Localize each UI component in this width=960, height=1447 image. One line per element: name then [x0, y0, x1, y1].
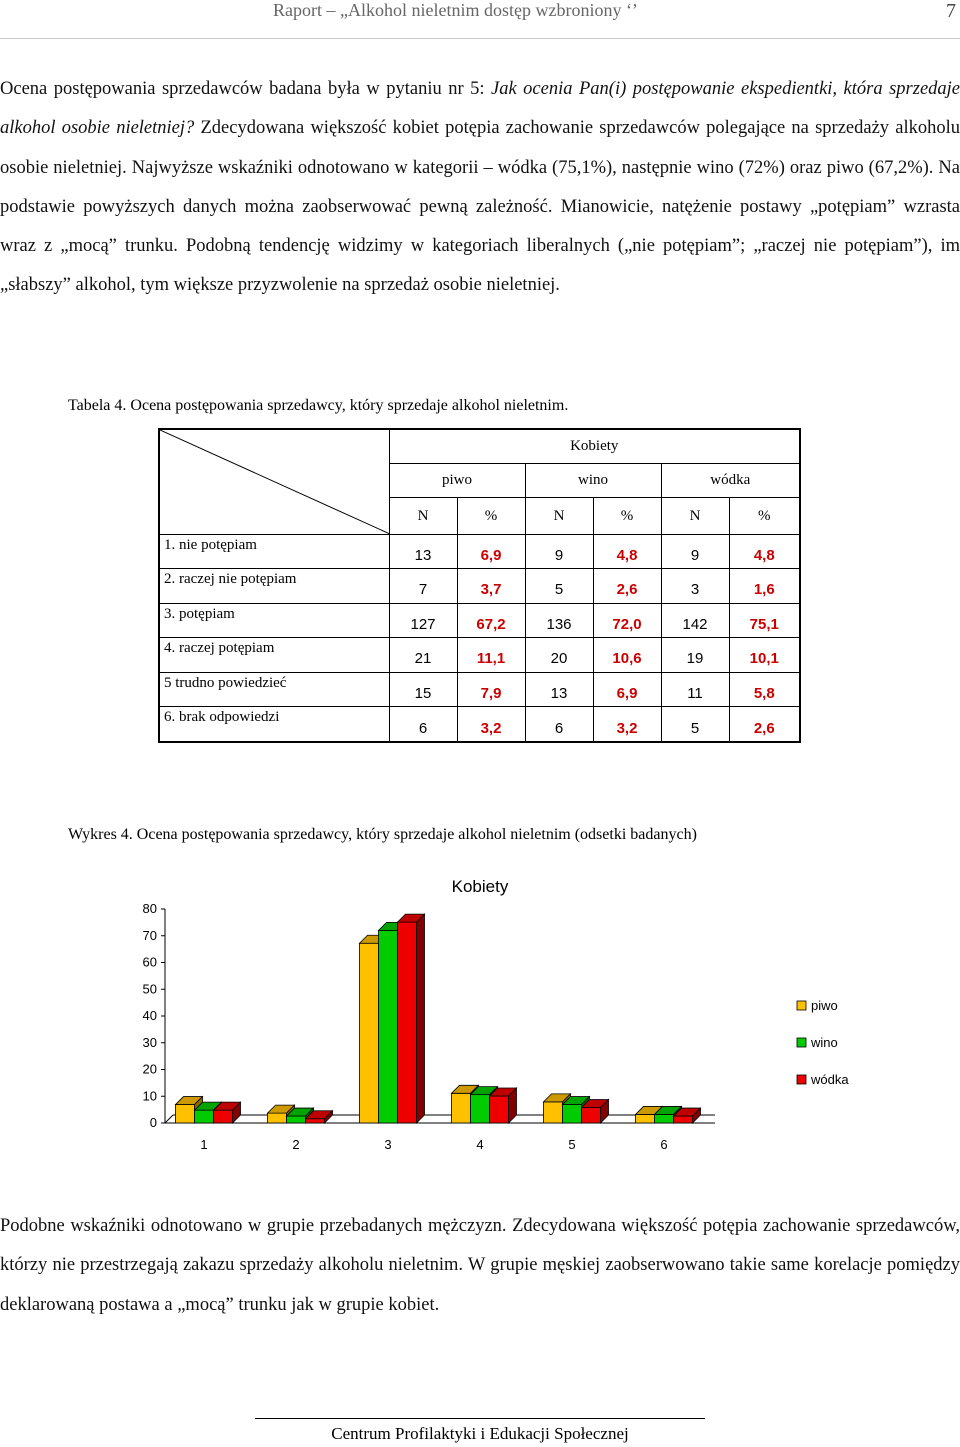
cell-wodka-pct: 1,6 [729, 569, 800, 603]
cell-wino-pct: 6,9 [593, 672, 661, 706]
y-tick-label: 60 [142, 954, 157, 970]
category-header-wino: wino [525, 463, 661, 497]
paragraph-1-question: Jak ocenia Pan(i) postępowanie ekspedientki, która sprzedaje alkohol osobie nieletniej? [0, 79, 960, 139]
header-title: Raport – „Alkohol nieletnim dostęp wzbroniony ‘’ [273, 0, 638, 20]
floor-edge [165, 1115, 173, 1123]
row-label: 3. potępiam [159, 603, 389, 637]
bar-front [636, 1114, 655, 1123]
bar-front [582, 1107, 601, 1123]
legend-label-wino: wino [811, 1035, 838, 1050]
cell-wodka-n: 142 [661, 603, 729, 637]
row-label: 5 trudno powiedzieć [159, 672, 389, 706]
cell-wodka-pct: 75,1 [729, 603, 800, 637]
cell-piwo-pct: 6,9 [457, 534, 525, 568]
category-header-wodka: wódka [661, 463, 800, 497]
table-row [159, 603, 800, 637]
table-row [159, 638, 800, 672]
cell-wino-n: 13 [525, 672, 593, 706]
bar-front [360, 943, 379, 1123]
chart-title: Kobiety [451, 877, 509, 896]
bar-side [417, 914, 425, 1123]
row-label: 2. raczej nie potępiam [159, 569, 389, 603]
bar-front [176, 1105, 195, 1123]
y-tick-label: 0 [149, 1115, 157, 1130]
y-tick-label: 70 [142, 927, 157, 943]
cell-wodka-n: 3 [661, 569, 729, 603]
y-tick-label: 30 [142, 1034, 157, 1050]
sub-header-n: N [661, 498, 729, 534]
cell-wino-pct: 2,6 [593, 569, 661, 603]
legend-swatch-piwo [797, 1001, 806, 1010]
bar-front [214, 1110, 233, 1123]
cell-piwo-n: 15 [389, 672, 457, 706]
bar-front [490, 1096, 509, 1123]
footer-divider [255, 1418, 705, 1419]
bar-front [563, 1105, 582, 1123]
y-tick-label: 40 [142, 1008, 157, 1023]
table-corner-cell [159, 429, 389, 534]
x-tick-label: 3 [384, 1137, 392, 1152]
cell-wino-pct: 10,6 [593, 638, 661, 672]
cell-wino-pct: 4,8 [593, 534, 661, 568]
paragraph-1-text-b: Zdecydowana większość kobiet potępia zachowanie sprzedawców polegające na sprzedaży alkoholu osobie nieletniej. Najwyższe wskaźniki odnotowano w kategorii – wódka (75,1%), następnie wino (72%) oraz piwo (67,2%). Na podstawie powyższych danych można zaobserwować pewną zależność. Mianowicie, natężenie postawy „potępiam” wzrasta wraz z „mocą” trunku. Podobną tendencję widzimy w kategoriach liberalnych („nie potępiam”; „raczej nie potępiam”), im „słabszy” alkohol, tym większe przyzwolenie na sprzedaż osobie nieletniej. [0, 118, 960, 296]
bar-front [287, 1116, 306, 1123]
cell-piwo-pct: 3,7 [457, 569, 525, 603]
x-tick-label: 4 [476, 1137, 484, 1152]
cell-wodka-pct: 2,6 [729, 707, 800, 742]
x-tick-label: 2 [292, 1137, 300, 1152]
y-tick-label: 20 [142, 1061, 157, 1077]
bar-wódka-3 [398, 914, 425, 1123]
cell-piwo-pct: 3,2 [457, 707, 525, 742]
chart-legend [797, 998, 849, 1087]
group-header: Kobiety [389, 429, 800, 463]
cell-wodka-n: 9 [661, 534, 729, 568]
cell-wodka-pct: 10,1 [729, 638, 800, 672]
bar-wódka-4 [490, 1088, 517, 1123]
paragraph-2: Podobne wskaźniki odnotowano w grupie przebadanych mężczyzn. Zdecydowana większość potępia zachowanie sprzedawców, którzy nie przestrzegają zakazu sprzedaży alkoholu nieletnim. W grupie męskiej zaobserwowano takie same korelacje pomiędzy deklarowaną postawa a „mocą” trunku jak w grupie kobiet. [0, 1216, 960, 1315]
cell-wino-pct: 3,2 [593, 707, 661, 742]
y-tick-label: 50 [142, 981, 157, 997]
legend-label-piwo: piwo [811, 998, 838, 1013]
bar-front [398, 922, 417, 1123]
sub-header-pct: % [593, 498, 661, 534]
cell-wino-n: 9 [525, 534, 593, 568]
corner-diagonal [160, 430, 390, 534]
bar-chart [0, 865, 960, 1165]
cell-wodka-pct: 4,8 [729, 534, 800, 568]
y-tick-label: 10 [142, 1088, 157, 1104]
bar-front [452, 1093, 471, 1123]
bar-front [655, 1114, 674, 1123]
x-tick-label: 5 [568, 1137, 576, 1152]
cell-wodka-n: 19 [661, 638, 729, 672]
bar-front [195, 1110, 214, 1123]
bar-front [674, 1116, 693, 1123]
cell-wino-n: 20 [525, 638, 593, 672]
chart-caption: Wykres 4. Ocena postępowania sprzedawcy, który sprzedaje alkohol nieletnim (odsetki badanych) [68, 826, 697, 843]
bar-front [268, 1113, 287, 1123]
table-row [159, 534, 800, 568]
cell-wino-n: 6 [525, 707, 593, 742]
cell-piwo-pct: 7,9 [457, 672, 525, 706]
cell-piwo-n: 13 [389, 534, 457, 568]
cell-wino-n: 136 [525, 603, 593, 637]
cell-wodka-n: 11 [661, 672, 729, 706]
table-row [159, 672, 800, 706]
footer-text: Centrum Profilaktyki i Edukacji Społecznej [331, 1424, 629, 1443]
cell-piwo-n: 127 [389, 603, 457, 637]
bar-front [544, 1102, 563, 1123]
table-row [159, 569, 800, 603]
bar-front [379, 930, 398, 1123]
sub-header-n: N [389, 498, 457, 534]
cell-piwo-pct: 67,2 [457, 603, 525, 637]
legend-swatch-wino [797, 1038, 806, 1047]
legend-label-wódka: wódka [811, 1072, 849, 1087]
category-header-piwo: piwo [389, 463, 525, 497]
cell-piwo-pct: 11,1 [457, 638, 525, 672]
cell-piwo-n: 21 [389, 638, 457, 672]
sub-header-n: N [525, 498, 593, 534]
paragraph-1 [0, 70, 960, 306]
x-tick-label: 6 [660, 1137, 668, 1152]
table-row [159, 707, 800, 742]
cell-wodka-n: 5 [661, 707, 729, 742]
bar-front [306, 1119, 325, 1123]
row-label: 1. nie potępiam [159, 534, 389, 568]
legend-swatch-wódka [797, 1075, 806, 1084]
row-label: 6. brak odpowiedzi [159, 707, 389, 742]
page-header [0, 0, 960, 39]
x-tick-label: 1 [200, 1137, 208, 1152]
table-caption: Tabela 4. Ocena postępowania sprzedawcy, który sprzedaje alkohol nieletnim. [68, 397, 569, 414]
bar-wódka-5 [582, 1099, 609, 1123]
row-label: 4. raczej potępiam [159, 638, 389, 672]
paragraph-1-text-a: Ocena postępowania sprzedawców badana była w pytaniu nr 5: [0, 79, 492, 99]
sub-header-pct: % [457, 498, 525, 534]
cell-piwo-n: 7 [389, 569, 457, 603]
page-number: 7 [946, 0, 956, 22]
cell-wino-pct: 72,0 [593, 603, 661, 637]
cell-wodka-pct: 5,8 [729, 672, 800, 706]
cell-piwo-n: 6 [389, 707, 457, 742]
bar-front [471, 1095, 490, 1123]
cell-wino-n: 5 [525, 569, 593, 603]
chart-bars [176, 914, 701, 1123]
y-tick-label: 80 [142, 901, 157, 916]
data-table [158, 428, 801, 743]
sub-header-pct: % [729, 498, 800, 534]
